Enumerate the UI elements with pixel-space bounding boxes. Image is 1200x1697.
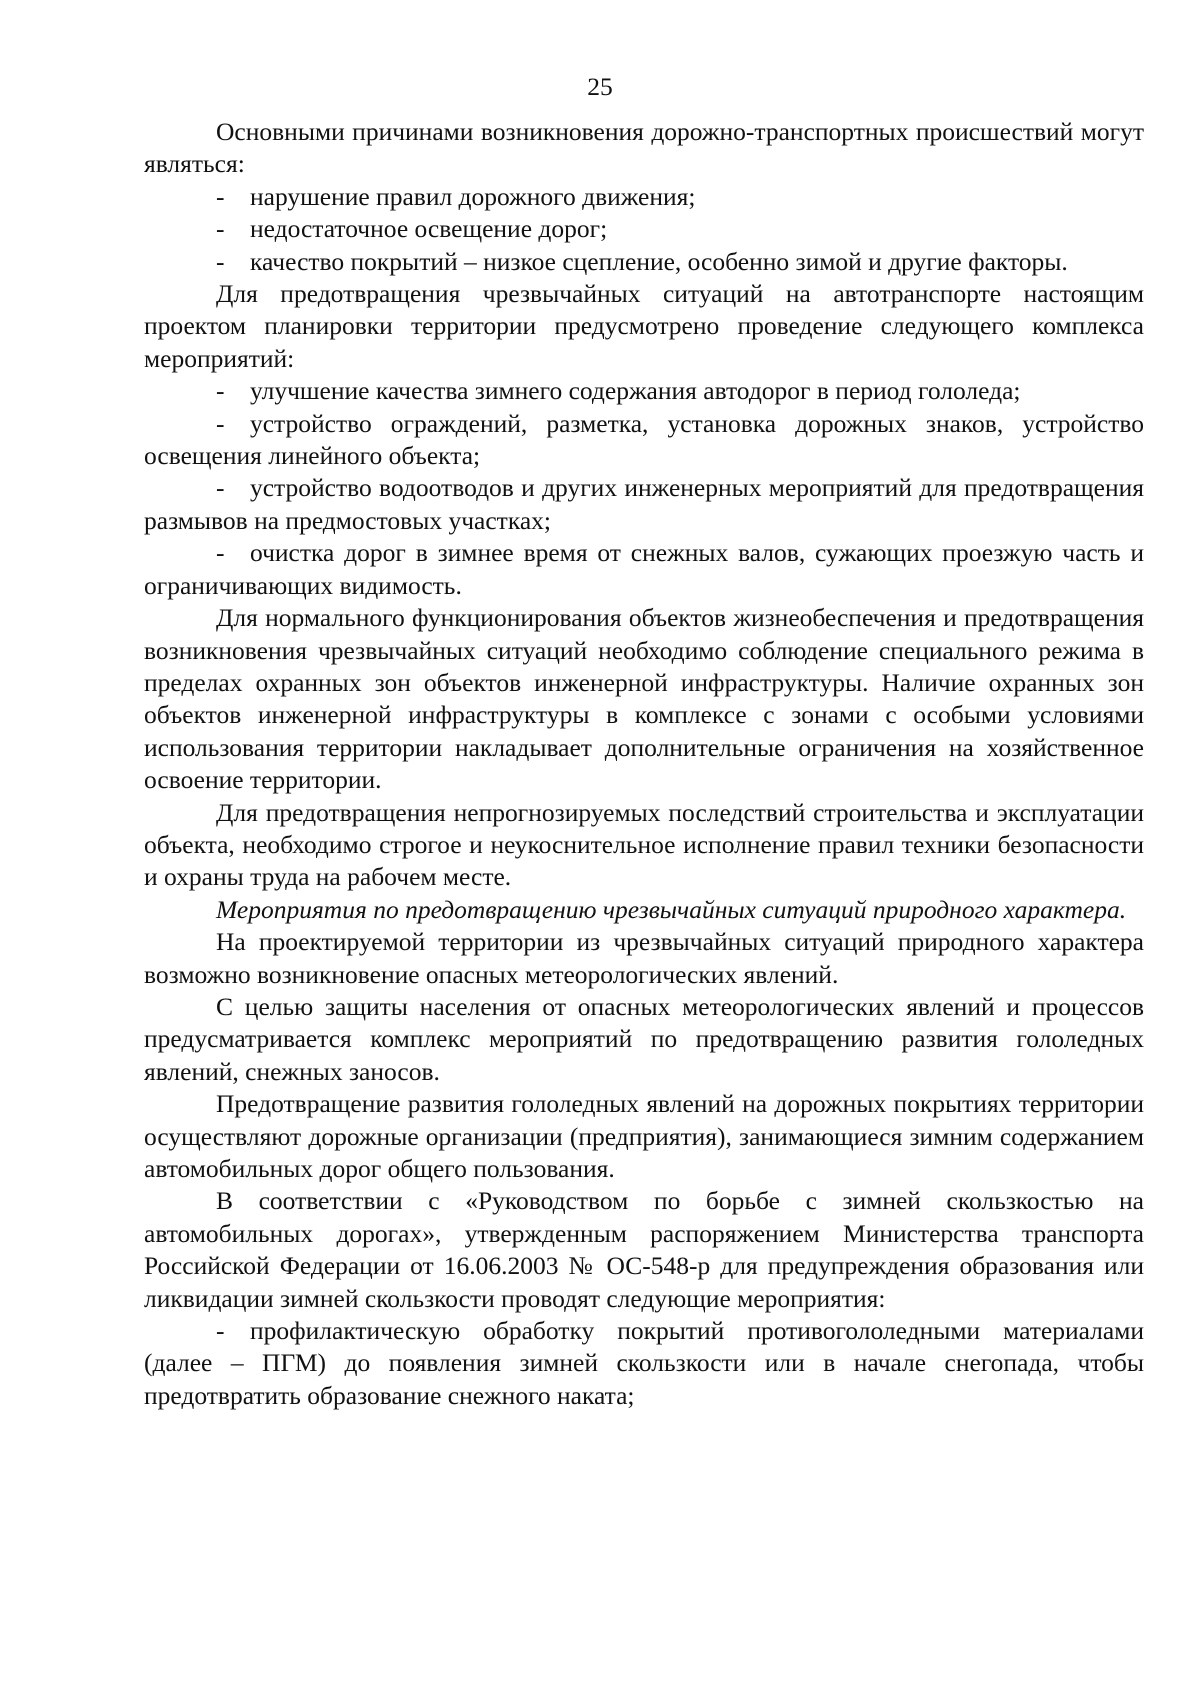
document-body xyxy=(144,116,1144,1412)
bullet-item: - недостаточное освещение дорог; xyxy=(216,214,608,244)
bullet-item: - устройство водоотводов и других инженерных мероприятий для предотвращения размывов на предмостовых участках; xyxy=(144,473,1144,535)
bullet-item: - качество покрытий – низкое сцепление, особенно зимой и другие факторы. xyxy=(216,246,1068,276)
paragraph: В соответствии с «Руководством по борьбе с зимней скользкостью на автомобильных дорогах», утвержденным распоряжением Министерства транспорта Российской Федерации от 16.06.2003 № ОС-548-р для предупреждения образования или ликвидации зимней скользкости проводят следующие мероприятия: xyxy=(144,1186,1144,1313)
paragraph: Основными причинами возникновения дорожно-транспортных происшествий могут являться: xyxy=(144,117,1144,179)
paragraph: Для нормального функционирования объектов жизнеобеспечения и предотвращения возникновения чрезвычайных ситуаций необходимо соблюдение специального режима в пределах охранных зон объектов инженерной инфраструктуры. Наличие охранных зон объектов инженерной инфраструктуры в комплексе с зонами с особыми условиями использования территории накладывает дополнительные ограничения на хозяйственное освоение территории. xyxy=(144,603,1144,795)
paragraph: Предотвращение развития гололедных явлений на дорожных покрытиях территории осуществляют дорожные организации (предприятия), занимающиеся зимним содержанием автомобильных дорог общего пользования. xyxy=(144,1089,1144,1183)
bullet-item: - улучшение качества зимнего содержания автодорог в период гололеда; xyxy=(216,376,1021,406)
section-heading-italic: Мероприятия по предотвращению чрезвычайных ситуаций природного характера. xyxy=(216,894,1127,924)
paragraph: Для предотвращения чрезвычайных ситуаций на автотранспорте настоящим проектом планировки территории предусмотрено проведение следующего комплекса мероприятий: xyxy=(144,279,1144,373)
bullet-item: - устройство ограждений, разметка, установка дорожных знаков, устройство освещения линейного объекта; xyxy=(144,408,1144,471)
page-number: 25 xyxy=(587,72,613,101)
bullet-item: - профилактическую обработку покрытий противогололедными материалами (далее – ПГМ) до появления зимней скользкости или в начале снегопада, чтобы предотвратить образование снежного наката; xyxy=(144,1316,1144,1410)
bullet-item: - очистка дорог в зимнее время от снежных валов, сужающих проезжую часть и ограничивающих видимость. xyxy=(144,538,1144,600)
paragraph: Для предотвращения непрогнозируемых последствий строительства и эксплуатации объекта, необходимо строгое и неукоснительное исполнение правил техники безопасности и охраны труда на рабочем месте. xyxy=(144,797,1144,892)
paragraph: На проектируемой территории из чрезвычайных ситуаций природного характера возможно возникновение опасных метеорологических явлений. xyxy=(144,927,1144,989)
bullet-item: - нарушение правил дорожного движения; xyxy=(216,181,696,211)
paragraph: С целью защиты населения от опасных метеорологических явлений и процессов предусматривается комплекс мероприятий по предотвращению развития гололедных явлений, снежных заносов. xyxy=(144,991,1144,1086)
